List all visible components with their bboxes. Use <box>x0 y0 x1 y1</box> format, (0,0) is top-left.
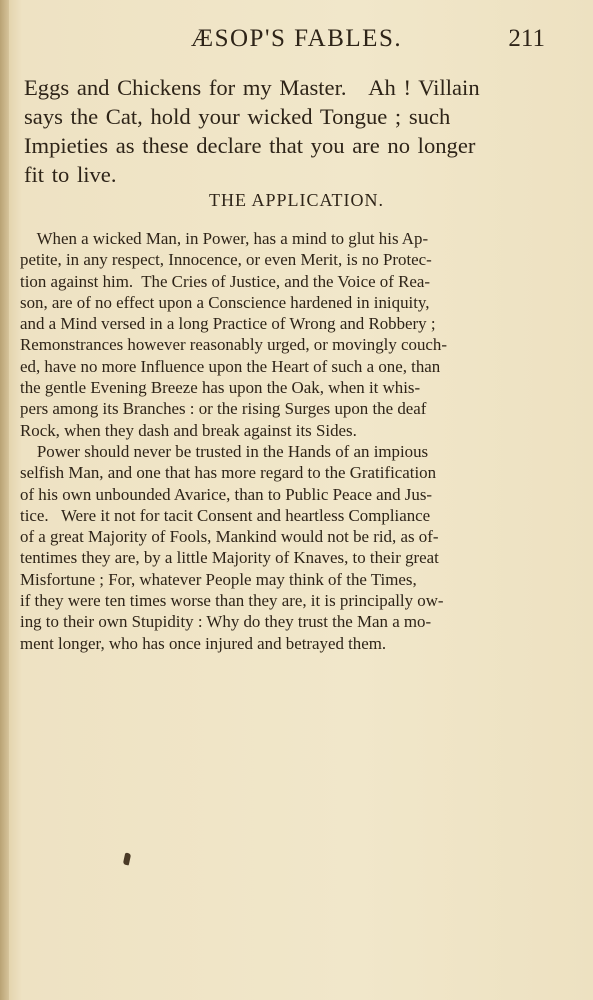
application-line: the gentle Evening Breeze has upon the Oak, when it whis- <box>20 378 421 398</box>
application-line: selfish Man, and one that has more regard to the Gratification <box>20 463 437 483</box>
section-heading: THE APPLICATION. <box>208 190 384 210</box>
application-line: of a great Majority of Fools, Mankind would not be rid, as of- <box>20 527 439 547</box>
application-line: Power should never be trusted in the Hands of an impious <box>20 441 429 461</box>
running-title: ÆSOP'S FABLES. <box>190 25 403 52</box>
application-line: pers among its Branches : or the rising Surges upon the deaf <box>20 399 427 419</box>
application-text <box>20 228 550 654</box>
application-line: petite, in any respect, Innocence, or even Merit, is no Protec- <box>20 250 432 270</box>
application-line: Misfortune ; For, whatever People may think of the Times, <box>20 569 417 589</box>
fable-line: fit to live. <box>24 162 117 187</box>
application-line: ment longer, who has once injured and betrayed them. <box>20 633 387 653</box>
application-line: ed, have no more Influence upon the Heart of such a one, than <box>20 356 441 376</box>
fable-line: Impieties as these declare that you are no longer <box>24 133 476 158</box>
ink-mark <box>123 853 131 866</box>
binding-gutter <box>0 0 9 1000</box>
application-line: Rock, when they dash and break against its Sides. <box>20 420 357 440</box>
fable-line: Eggs and Chickens for my Master. Ah ! Villain <box>24 75 480 100</box>
fable-text <box>24 73 554 189</box>
application-line: son, are of no effect upon a Conscience hardened in iniquity, <box>20 292 430 312</box>
application-line: and a Mind versed in a long Practice of Wrong and Robbery ; <box>20 314 436 334</box>
fable-line: says the Cat, hold your wicked Tongue ; such <box>24 104 451 129</box>
application-line: tentimes they are, by a little Majority of Knaves, to their great <box>20 548 439 568</box>
application-line: tice. Were it not for tacit Consent and heartless Compliance <box>20 505 431 525</box>
application-line: tion against him. The Cries of Justice, and the Voice of Rea- <box>20 271 430 291</box>
application-line: When a wicked Man, in Power, has a mind to glut his Ap- <box>20 229 429 248</box>
application-line: Remonstrances however reasonably urged, or movingly couch- <box>20 335 447 355</box>
application-line: if they were ten times worse than they are, it is principally ow- <box>20 591 444 611</box>
application-line: ing to their own Stupidity : Why do they trust the Man a mo- <box>20 612 432 632</box>
running-head <box>0 22 593 56</box>
application-line: of his own unbounded Avarice, than to Public Peace and Jus- <box>20 484 433 504</box>
page-number: 211 <box>508 25 545 52</box>
